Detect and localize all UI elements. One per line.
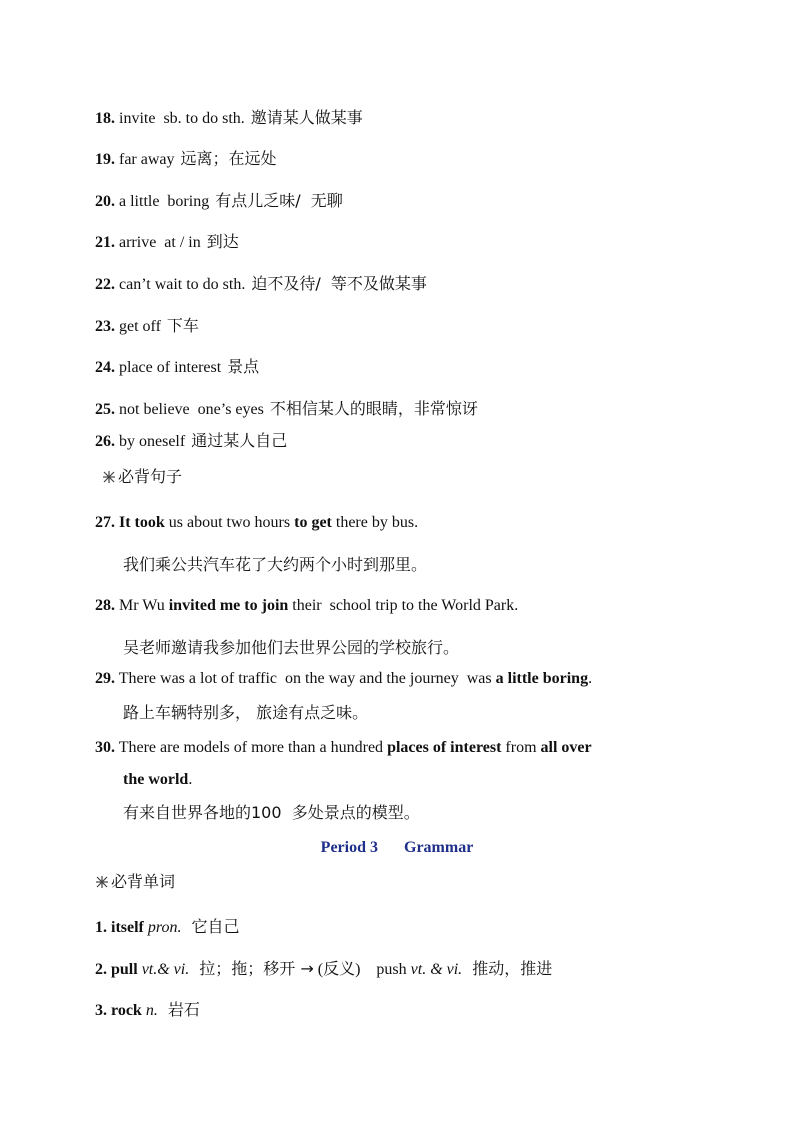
item-number: 25. — [95, 401, 115, 418]
key-phrase: to get — [294, 514, 332, 531]
item-number: 3. — [95, 1002, 107, 1019]
part-of-speech: vt.& vi. — [141, 961, 190, 978]
word-entry-3 — [95, 999, 200, 1022]
sentence-text: from — [501, 739, 541, 756]
sentence-27 — [95, 512, 418, 534]
sentence-text: . — [188, 771, 193, 788]
sentence-28-translation: 吴老师邀请我参加他们去世界公园的学校旅行。 — [123, 638, 460, 657]
phrase-row — [95, 398, 478, 421]
part-of-speech: vt. & vi. — [410, 961, 463, 978]
item-number: 23. — [95, 318, 115, 335]
phrase-row — [95, 430, 287, 453]
phrase-row — [95, 148, 277, 171]
phrase-chinese: 不相信某人的眼睛，非常惊讶 — [269, 399, 478, 418]
section-heading-words — [95, 871, 175, 894]
word-meaning: 岩石 — [167, 1000, 200, 1019]
period-topic: Grammar — [404, 839, 474, 856]
phrase-english: get off — [119, 318, 161, 335]
sentence-30-translation: 有来自世界各地的100 多处景点的模型。 — [123, 803, 420, 822]
phrase-chinese: 远离；在远处 — [180, 149, 277, 168]
antonym-marker: (反义) — [317, 961, 361, 978]
phrase-row — [95, 356, 259, 379]
section-heading-sentences — [102, 466, 182, 489]
key-phrase: It took — [119, 514, 165, 531]
sentence-28 — [95, 595, 518, 617]
item-number: 28. — [95, 597, 115, 614]
phrase-row — [95, 190, 343, 213]
word-meaning: 推动，推进 — [472, 959, 553, 978]
period-heading — [0, 837, 794, 859]
key-phrase: all over — [540, 739, 592, 756]
phrase-english: not believe one’s eyes — [119, 401, 264, 418]
sentence-text: there by bus. — [331, 514, 419, 531]
period-label: Period 3 — [320, 839, 378, 856]
phrase-chinese: 景点 — [227, 357, 260, 376]
antonym-word: push — [376, 961, 407, 978]
word-entry-1 — [95, 916, 240, 939]
item-number: 18. — [95, 110, 115, 127]
phrase-row — [95, 315, 199, 338]
sentence-text: There are models of more than a hundred — [118, 739, 388, 756]
sentence-text: . — [588, 670, 593, 687]
decorative-star-icon — [95, 876, 109, 888]
phrase-chinese: 通过某人自己 — [191, 431, 288, 450]
item-number: 29. — [95, 670, 115, 687]
word-meaning: 拉；拖；移开 → — [199, 959, 314, 978]
phrase-chinese: 迫不及待/ 等不及做某事 — [251, 274, 427, 293]
item-number: 24. — [95, 359, 115, 376]
phrase-chinese: 有点儿乏味/ 无聊 — [215, 191, 343, 210]
phrase-english: arrive at / in — [119, 234, 201, 251]
key-phrase: invited me to join — [168, 597, 289, 614]
item-number: 26. — [95, 433, 115, 450]
phrase-english: by oneself — [119, 433, 186, 450]
sentence-29 — [95, 668, 592, 690]
sentence-29-translation: 路上车辆特别多， 旅途有点乏味。 — [123, 703, 369, 722]
item-number: 19. — [95, 151, 115, 168]
item-number: 20. — [95, 193, 115, 210]
part-of-speech: n. — [145, 1002, 158, 1019]
sentence-27-translation: 我们乘公共汽车花了大约两个小时到那里。 — [123, 555, 428, 574]
phrase-english: can’t wait to do sth. — [119, 276, 246, 293]
phrase-english: far away — [119, 151, 175, 168]
phrase-english: a little boring — [119, 193, 210, 210]
item-number: 22. — [95, 276, 115, 293]
item-number: 2. — [95, 961, 107, 978]
item-number: 1. — [95, 919, 107, 936]
sentence-text: There was a lot of traffic on the way and the journey was — [118, 670, 496, 687]
word-entry-2 — [95, 958, 552, 981]
item-number: 30. — [95, 739, 115, 756]
phrase-chinese: 下车 — [166, 316, 199, 335]
sentence-30-continued — [123, 769, 192, 791]
word-meaning: 它自己 — [191, 917, 240, 936]
sentence-text: us about two hours — [164, 514, 295, 531]
headword: pull — [111, 961, 138, 978]
item-number: 21. — [95, 234, 115, 251]
sentence-text: Mr Wu — [119, 597, 169, 614]
key-phrase: a little boring — [495, 670, 589, 687]
phrase-english: place of interest — [119, 359, 222, 376]
section-heading-label: 必背句子 — [118, 467, 183, 486]
sentence-30 — [95, 737, 592, 759]
phrase-row — [95, 273, 427, 296]
headword: itself — [111, 919, 144, 936]
key-phrase: the world — [123, 771, 189, 788]
phrase-row — [95, 107, 363, 130]
phrase-english: invite sb. to do sth. — [119, 110, 245, 127]
key-phrase: places of interest — [387, 739, 502, 756]
sentence-text: their school trip to the World Park. — [288, 597, 519, 614]
item-number: 27. — [95, 514, 115, 531]
phrase-chinese: 邀请某人做某事 — [250, 108, 363, 127]
part-of-speech: pron. — [147, 919, 182, 936]
phrase-row — [95, 231, 239, 254]
decorative-star-icon — [102, 471, 116, 483]
phrase-chinese: 到达 — [206, 232, 239, 251]
section-heading-label: 必背单词 — [111, 872, 176, 891]
headword: rock — [111, 1002, 142, 1019]
